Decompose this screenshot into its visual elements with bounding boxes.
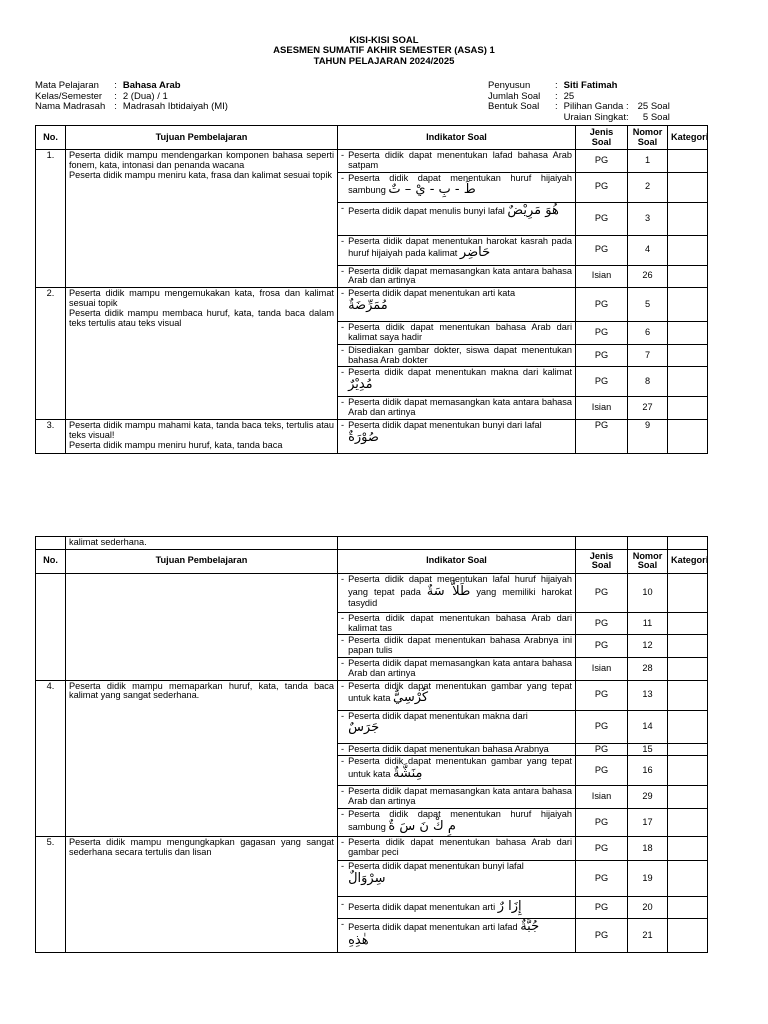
tujuan-text: Peserta didik mampu meniru kata, frasa dan kalimat sesuai topik (69, 169, 332, 180)
indikator-text: yang memiliki harokat tasydid (348, 586, 572, 608)
arabic-text: طَلاَّ سَةٌ (426, 583, 471, 599)
col-kategori: Kategori (668, 549, 708, 573)
jenis-cell: Isian (576, 657, 628, 680)
indikator-cell (338, 288, 576, 322)
value-pg: 25 Soal (637, 101, 670, 112)
dash-marker: - (341, 786, 345, 797)
col-jenis: Jenis Soal (576, 126, 628, 150)
indikator-cell (338, 657, 576, 680)
jenis-cell: PG (576, 612, 628, 635)
col-kategori: Kategori (668, 126, 708, 150)
tujuan-cell: Peserta didik mampu memaparkan huruf, kata, tanda baca kalimat yang sangat sederhana. (66, 680, 338, 836)
indikator-text: Peserta didik dapat menentukan makna dari (348, 710, 528, 721)
label-bentuk: Bentuk Soal (488, 101, 540, 112)
indikator-cell (338, 896, 576, 918)
kategori-cell (668, 573, 708, 612)
table-row (36, 573, 708, 612)
nomor-cell: 27 (628, 397, 668, 420)
nomor-cell: 13 (628, 680, 668, 710)
indikator-cell (338, 860, 576, 896)
tujuan-text: Peserta didik mampu mendengarkan komponen bahasa seperti fonem, kata, intonasi dan penanda wacana (69, 150, 334, 170)
kategori-cell (668, 612, 708, 635)
indikator-text: Peserta didik dapat menentukan huruf hijaiyah sambung (348, 808, 572, 832)
tujuan-cell: Peserta didik mampu mahami kata, tanda baca teks, tertulis atau teks visual! Peserta didik mampu meniru huruf, kata, tanda baca (66, 419, 338, 453)
tujuan-cell (66, 573, 338, 680)
label-pg: Pilihan Ganda : (563, 101, 629, 112)
indikator-cell (338, 397, 576, 420)
dash-marker: - (341, 612, 345, 623)
kategori-cell (668, 756, 708, 786)
sep: : (114, 90, 117, 102)
arabic-text: هٰذِهِ (348, 932, 369, 948)
nomor-cell: 28 (628, 657, 668, 680)
kategori-cell (668, 367, 708, 397)
sep: : (555, 80, 558, 91)
nomor-cell: 8 (628, 367, 668, 397)
kategori-cell (668, 808, 708, 836)
nomor-cell: 9 (628, 419, 668, 453)
kategori-cell (668, 836, 708, 860)
indikator-text: Peserta didik dapat menentukan bahasa Arab dari kalimat saya hadir (348, 322, 572, 342)
table-header-row (36, 549, 708, 573)
kategori-cell (668, 680, 708, 710)
meta-right (488, 81, 673, 123)
indikator-text: Peserta didik dapat memasangkan kata antara bahasa Arab dan artinya (348, 657, 572, 678)
nomor-cell: 16 (628, 756, 668, 786)
value-mapel: Bahasa Arab (122, 80, 181, 91)
row-number (36, 537, 66, 550)
jenis-cell: PG (576, 918, 628, 952)
indikator-text: Peserta didik dapat menentukan makna dari kalimat (348, 367, 572, 378)
jenis-cell: PG (576, 172, 628, 202)
jenis-cell: PG (576, 288, 628, 322)
arabic-text: جَرَسٌ (348, 720, 380, 736)
table-row (36, 680, 708, 710)
indikator-text: Peserta didik dapat menentukan bahasa Arabnya (348, 743, 549, 754)
nomor-cell: 19 (628, 860, 668, 896)
indikator-text: Disediakan gambar dokter, siswa dapat menentukan bahasa Arab dokter (348, 344, 572, 365)
jenis-cell: PG (576, 322, 628, 345)
value-penyusun: Siti Fatimah (563, 80, 618, 91)
indikator-cell (338, 150, 576, 173)
nomor-cell: 17 (628, 808, 668, 836)
indikator-cell (338, 743, 576, 756)
table-row (36, 836, 708, 860)
nomor-cell: 11 (628, 612, 668, 635)
indikator-text: Peserta didik dapat menentukan bunyi lafal (348, 860, 524, 871)
nomor-cell: 12 (628, 635, 668, 658)
nomor-cell: 4 (628, 235, 668, 265)
kategori-cell (668, 860, 708, 896)
dash-marker: - (341, 397, 345, 408)
arabic-text: مُمَرِّضَةٌ (348, 297, 388, 313)
indikator-cell (338, 344, 576, 367)
meta-left (35, 81, 231, 113)
kategori-cell (668, 397, 708, 420)
nomor-cell (628, 537, 668, 550)
jenis-cell: PG (576, 367, 628, 397)
jenis-cell: Isian (576, 265, 628, 288)
indikator-text: Peserta didik dapat menentukan lafad bahasa Arab satpam (348, 150, 572, 170)
jenis-cell: PG (576, 150, 628, 173)
indikator-text: Peserta didik dapat menentukan bahasa Arab dari kalimat tas (348, 612, 572, 633)
col-no: No. (36, 126, 66, 150)
jenis-cell: PG (576, 635, 628, 658)
col-indikator: Indikator Soal (338, 126, 576, 150)
jenis-cell (576, 537, 628, 550)
jenis-cell: PG (576, 235, 628, 265)
jenis-cell: PG (576, 710, 628, 743)
nomor-cell: 7 (628, 344, 668, 367)
tujuan-cell (66, 150, 338, 288)
indikator-cell (338, 172, 576, 202)
indikator-cell (338, 918, 576, 952)
table-row (36, 150, 708, 173)
jenis-cell: PG (576, 860, 628, 896)
indikator-cell (338, 680, 576, 710)
kategori-cell (668, 743, 708, 756)
kategori-cell (668, 235, 708, 265)
dash-marker: - (341, 635, 345, 646)
row-number: 4. (36, 680, 66, 836)
arabic-text: صُوْرَةٌ (348, 429, 379, 445)
indikator-cell (338, 367, 576, 397)
indikator-text: Peserta didik dapat menentukan arti lafad (348, 921, 518, 932)
indikator-cell (338, 612, 576, 635)
kategori-cell (668, 150, 708, 173)
indikator-cell (338, 537, 576, 550)
dash-marker: - (341, 265, 345, 276)
label-kelas: Kelas/Semester (35, 90, 103, 102)
dash-marker: - (341, 657, 345, 668)
dash-marker: - (341, 150, 345, 160)
dash-marker: - (341, 202, 345, 213)
jenis-cell: PG (576, 344, 628, 367)
kategori-cell (668, 202, 708, 235)
dash-marker: - (341, 836, 345, 847)
tujuan-cell (66, 288, 338, 420)
table-row (36, 419, 708, 453)
col-nomor: Nomor Soal (628, 126, 668, 150)
jenis-cell: PG (576, 202, 628, 235)
tujuan-cell: Peserta didik mampu mengungkapkan gagasan yang sangat sederhana secara tertulis dan lisan (66, 836, 338, 952)
indikator-text: Peserta didik dapat menentukan bahasa Arab dari gambar peci (348, 836, 572, 857)
tujuan-text: Peserta didik mampu membaca huruf, kata, tanda baca dalam teks tertulis atau teks visual (69, 307, 334, 328)
kisi-table-page1 (35, 125, 708, 454)
dash-marker: - (341, 172, 345, 183)
row-number: 3. (36, 419, 66, 453)
kisi-table-page2 (35, 536, 708, 953)
indikator-text: Peserta didik dapat menulis bunyi lafal (348, 205, 505, 216)
kategori-cell (668, 537, 708, 550)
indikator-cell (338, 710, 576, 743)
indikator-text: Peserta didik dapat menentukan bahasa Arabnya ini papan tulis (348, 635, 572, 656)
kategori-cell (668, 710, 708, 743)
kategori-cell (668, 322, 708, 345)
jenis-cell: PG (576, 808, 628, 836)
arabic-text: جُبَّةٌ (520, 918, 540, 934)
col-tujuan: Tujuan Pembelajaran (66, 126, 338, 150)
indikator-text: Peserta didik dapat menentukan arti (348, 902, 496, 913)
doc-subtitle: ASESMEN SUMATIF AKHIR SEMESTER (ASAS) 1 (273, 45, 495, 56)
label-madrasah: Nama Madrasah (35, 101, 106, 112)
doc-title: KISI-KISI SOAL (349, 35, 419, 46)
indikator-cell (338, 635, 576, 658)
arabic-text: إِزَا رٌ (497, 899, 522, 915)
indikator-cell (338, 419, 576, 453)
nomor-cell: 29 (628, 786, 668, 809)
dash-marker: - (341, 235, 345, 246)
indikator-cell (338, 573, 576, 612)
nomor-cell: 5 (628, 288, 668, 322)
row-number (36, 573, 66, 680)
kategori-cell (668, 657, 708, 680)
label-uraian: Uraian Singkat: (563, 111, 629, 123)
indikator-text: Peserta didik dapat menentukan gambar yang tepat untuk kata (348, 756, 572, 780)
col-indikator: Indikator Soal (338, 549, 576, 573)
arabic-text: سِرْوَالٌ (348, 870, 386, 886)
jenis-cell: PG (576, 836, 628, 860)
jenis-cell: PG (576, 743, 628, 756)
table-header-row (36, 126, 708, 150)
kategori-cell (668, 265, 708, 288)
indikator-text: Peserta didik dapat menentukan huruf hijaiyah sambung (348, 172, 572, 196)
label-mapel: Mata Pelajaran (35, 80, 99, 91)
row-number: 1. (36, 150, 66, 288)
dash-marker: - (341, 710, 345, 721)
indikator-text: Peserta didik dapat memasangkan kata antara bahasa Arab dan artinya (348, 265, 572, 286)
jenis-cell: PG (576, 756, 628, 786)
dash-marker: - (341, 899, 345, 910)
jenis-cell: PG (576, 573, 628, 612)
dash-marker: - (341, 367, 345, 378)
tujuan-text: Peserta didik mampu mengemukakan kata, frosa dan kalimat sesuai topik (69, 288, 334, 308)
value-kelas: 2 (Dua) / 1 (122, 90, 168, 102)
sep: : (555, 101, 558, 112)
kategori-cell (668, 635, 708, 658)
dash-marker: - (341, 756, 345, 767)
sep: : (114, 80, 117, 91)
kategori-cell (668, 419, 708, 453)
indikator-cell (338, 836, 576, 860)
indikator-text: Peserta didik dapat menentukan lafal huruf hijaiyah yang tepat pada (348, 573, 572, 597)
indikator-text: Peserta didik dapat menentukan bunyi dari lafal (348, 419, 542, 430)
dash-marker: - (341, 743, 345, 754)
indikator-text: Peserta didik dapat memasangkan kata antara bahasa Arab dan artinya (348, 786, 572, 807)
row-number: 2. (36, 288, 66, 420)
label-jumlah: Jumlah Soal (488, 90, 541, 102)
nomor-cell: 14 (628, 710, 668, 743)
arabic-text: طَ - بِ - يْ – تٌ (388, 182, 476, 198)
kategori-cell (668, 786, 708, 809)
indikator-cell (338, 265, 576, 288)
kategori-cell (668, 288, 708, 322)
nomor-cell: 18 (628, 836, 668, 860)
dash-marker: - (341, 322, 345, 333)
tujuan-cell: kalimat sederhana. (66, 537, 338, 550)
dash-marker: - (341, 680, 345, 691)
sep: : (114, 101, 117, 112)
nomor-cell: 1 (628, 150, 668, 173)
jenis-cell: PG (576, 419, 628, 453)
indikator-text: Peserta didik dapat menentukan arti kata (348, 288, 516, 299)
indikator-cell (338, 202, 576, 235)
nomor-cell: 10 (628, 573, 668, 612)
col-jenis: Jenis Soal (576, 549, 628, 573)
arabic-text: حَاضِر (459, 245, 491, 261)
dash-marker: - (341, 808, 345, 819)
kategori-cell (668, 344, 708, 367)
nomor-cell: 20 (628, 896, 668, 918)
nomor-cell: 2 (628, 172, 668, 202)
arabic-text: مِنَشَّةٌ (393, 766, 423, 782)
dash-marker: - (341, 573, 345, 584)
arabic-text: مِ كْ نَ سَ ةٌ (388, 818, 456, 834)
dash-marker: - (341, 344, 345, 355)
dash-marker: - (341, 288, 345, 299)
row-number: 5. (36, 836, 66, 952)
indikator-text: Peserta didik dapat memasangkan kata antara bahasa Arab dan artinya (348, 397, 572, 418)
dash-marker: - (341, 918, 345, 929)
nomor-cell: 21 (628, 918, 668, 952)
indikator-text: Peserta didik dapat menentukan harokat kasrah pada huruf hijaiyah pada kalimat (348, 235, 572, 259)
nomor-cell: 15 (628, 743, 668, 756)
table-row-continued (36, 537, 708, 550)
label-penyusun: Penyusun (488, 80, 531, 91)
indikator-cell (338, 322, 576, 345)
indikator-cell (338, 235, 576, 265)
indikator-cell (338, 808, 576, 836)
dash-marker: - (341, 419, 345, 430)
nomor-cell: 6 (628, 322, 668, 345)
indikator-text: Peserta didik dapat menentukan gambar yang tepat untuk kata (348, 680, 572, 704)
kategori-cell (668, 896, 708, 918)
kategori-cell (668, 172, 708, 202)
doc-year: TAHUN PELAJARAN 2024/2025 (313, 56, 455, 67)
col-nomor: Nomor Soal (628, 549, 668, 573)
value-uraian: 5 Soal (642, 111, 670, 123)
jenis-cell: Isian (576, 397, 628, 420)
table-row (36, 288, 708, 322)
indikator-cell (338, 786, 576, 809)
sep: : (555, 90, 558, 102)
value-jumlah: 25 (563, 90, 575, 102)
nomor-cell: 3 (628, 202, 668, 235)
value-madrasah: Madrasah Ibtidaiyah (MI) (122, 101, 228, 112)
col-no: No. (36, 549, 66, 573)
kategori-cell (668, 918, 708, 952)
indikator-cell (338, 756, 576, 786)
jenis-cell: PG (576, 896, 628, 918)
col-tujuan: Tujuan Pembelajaran (66, 549, 338, 573)
arabic-text: كُرْسِيٌّ (393, 690, 429, 706)
nomor-cell: 26 (628, 265, 668, 288)
jenis-cell: Isian (576, 786, 628, 809)
arabic-text: هُوَ مَرِيْضٌ (507, 202, 559, 218)
dash-marker: - (341, 860, 345, 871)
jenis-cell: PG (576, 680, 628, 710)
arabic-text: مُدِيْرٌ (348, 377, 373, 393)
